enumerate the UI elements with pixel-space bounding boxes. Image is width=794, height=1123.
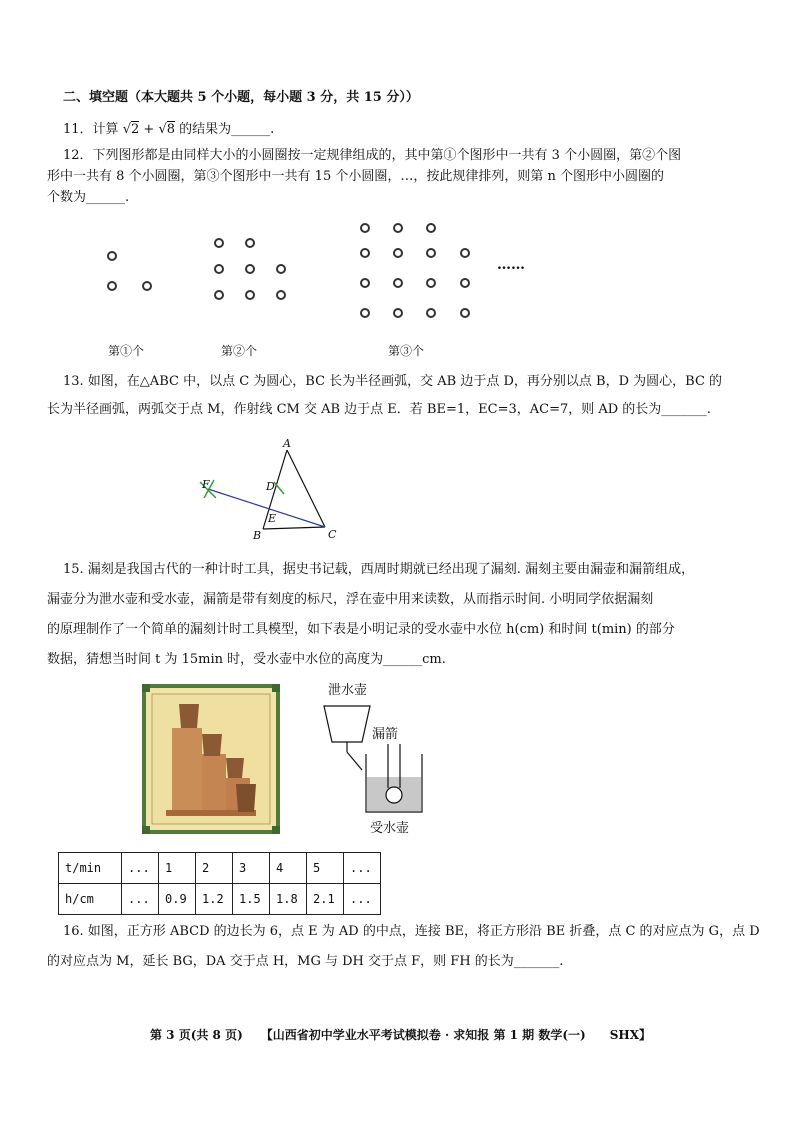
side-bc	[263, 527, 325, 529]
q16-line-2: 的对应点为 M，延长 BG，DA 交于点 H，MG 与 DH 交于点 F，则 FH 的长为_______.	[47, 954, 564, 969]
page-footer: 第 3 页(共 8 页) 【山西省初中学业水平考试模拟卷 · 求知报 第 1 期 数学(一) SHX】	[150, 1028, 652, 1042]
ray-cm	[208, 489, 325, 527]
label-top-vessel: 泄水壶	[328, 683, 368, 698]
q11-suffix: 的结果为______.	[179, 122, 275, 137]
circle	[214, 290, 224, 300]
circle	[214, 238, 224, 248]
circle	[393, 278, 403, 288]
q15-line-2: 漏壶分为泄水壶和受水壶，漏箭是带有刻度的标尺，浮在壶中用来读数，从而指示时间. 小明同学依据漏刻	[47, 592, 654, 607]
label-arrow: 漏箭	[372, 727, 399, 742]
label-c: C	[328, 528, 337, 541]
caption-1: 第①个	[108, 344, 145, 358]
q16-line-1: 16. 如图，正方形 ABCD 的边长为 6，点 E 为 AD 的中点，连接 BE，将正方形沿 BE 折叠，点 C 的对应点为 G，点 D	[63, 924, 760, 939]
sqrt-symbol: √	[158, 122, 167, 137]
time-level-table	[58, 852, 381, 915]
q13-line-2: 长为半径画弧，两弧交于点 M，作射线 CM 交 AB 边于点 E．若 BE=1，EC=3，AC=7，则 AD 的长为_______.	[47, 402, 711, 417]
circle	[426, 248, 436, 258]
circle	[107, 281, 117, 291]
circle	[460, 308, 470, 318]
circle	[393, 248, 403, 258]
label-a: A	[283, 437, 291, 450]
table-cell: 1.8	[270, 884, 307, 915]
q11-radicand-a: 2	[130, 122, 140, 137]
circle	[360, 308, 370, 318]
circle	[245, 238, 255, 248]
table-cell: 2.1	[307, 884, 344, 915]
circle	[214, 264, 224, 274]
table-cell: 1	[159, 853, 196, 884]
circle	[393, 223, 403, 233]
table-row	[59, 853, 381, 884]
table-cell: 2	[196, 853, 233, 884]
q11-radicand-b: 8	[166, 122, 176, 137]
table-cell: h/cm	[59, 884, 122, 915]
circle	[360, 248, 370, 258]
circle	[245, 290, 255, 300]
q11-prefix: 11．计算	[63, 122, 119, 137]
label-b: B	[253, 529, 262, 542]
water-clock-photo	[142, 684, 280, 834]
table-cell: 3	[233, 853, 270, 884]
table-cell: 1.2	[196, 884, 233, 915]
q12-line-2: 形中一共有 8 个小圆圈，第③个图形中一共有 15 个小圆圈，…，按此规律排列，则第 n 个图形中小圆圈的	[47, 169, 664, 184]
table-cell: 1.5	[233, 884, 270, 915]
pattern-ellipsis: ……	[497, 257, 525, 273]
drain-vessel	[324, 706, 370, 742]
circle	[276, 290, 286, 300]
outflow-stream	[347, 752, 362, 770]
question-11	[63, 120, 274, 140]
table-cell: 4	[270, 853, 307, 884]
circle	[142, 281, 152, 291]
circle	[393, 308, 403, 318]
section-heading: 二、填空题（本大题共 5 个小题，每小题 3 分，共 15 分））	[63, 90, 419, 105]
table-cell: ...	[344, 884, 381, 915]
q11-plus: +	[143, 122, 159, 137]
label-f: F	[202, 478, 210, 491]
circle	[426, 223, 436, 233]
circle	[107, 251, 117, 261]
circle	[426, 308, 436, 318]
table-cell: ...	[344, 853, 381, 884]
circle	[360, 278, 370, 288]
circle	[460, 248, 470, 258]
circle	[276, 264, 286, 274]
table-cell: 5	[307, 853, 344, 884]
q12-line-1: 12．下列图形都是由同样大小的小圆圈按一定规律组成的，其中第①个图形中一共有 3 个小圆圈，第②个图	[63, 148, 682, 163]
table-row	[59, 884, 381, 915]
label-d: D	[266, 480, 275, 493]
float	[386, 787, 402, 803]
table-cell: t/min	[59, 853, 122, 884]
triangle-figure	[190, 436, 350, 546]
circle	[460, 278, 470, 288]
caption-2: 第②个	[221, 344, 258, 358]
q13-line-1: 13. 如图，在△ABC 中，以点 C 为圆心，BC 长为半径画弧，交 AB 边于点 D，再分别以点 B，D 为圆心，BC 的	[63, 374, 723, 389]
label-bottom-vessel: 受水壶	[370, 821, 410, 836]
water-clock-diagram	[318, 680, 438, 838]
sqrt-symbol: √	[122, 122, 131, 137]
table-cell: ...	[122, 884, 159, 915]
table-cell: 0.9	[159, 884, 196, 915]
q15-line-4: 数据，猜想当时间 t 为 15min 时，受水壶中水位的高度为______cm.	[47, 652, 446, 667]
caption-3: 第③个	[388, 344, 425, 358]
label-e: E	[268, 512, 277, 525]
circle	[245, 264, 255, 274]
q15-line-3: 的原理制作了一个简单的漏刻计时工具模型，如下表是小明记录的受水壶中水位 h(cm) 和时间 t(min) 的部分	[47, 622, 675, 637]
q12-line-3: 个数为______.	[47, 190, 130, 205]
circle	[360, 223, 370, 233]
q15-line-1: 15. 漏刻是我国古代的一种计时工具，据史书记载，西周时期就已经出现了漏刻. 漏刻主要由漏壶和漏箭组成，	[63, 562, 695, 577]
circle	[426, 278, 436, 288]
table-cell: ...	[122, 853, 159, 884]
side-ac	[287, 450, 325, 527]
